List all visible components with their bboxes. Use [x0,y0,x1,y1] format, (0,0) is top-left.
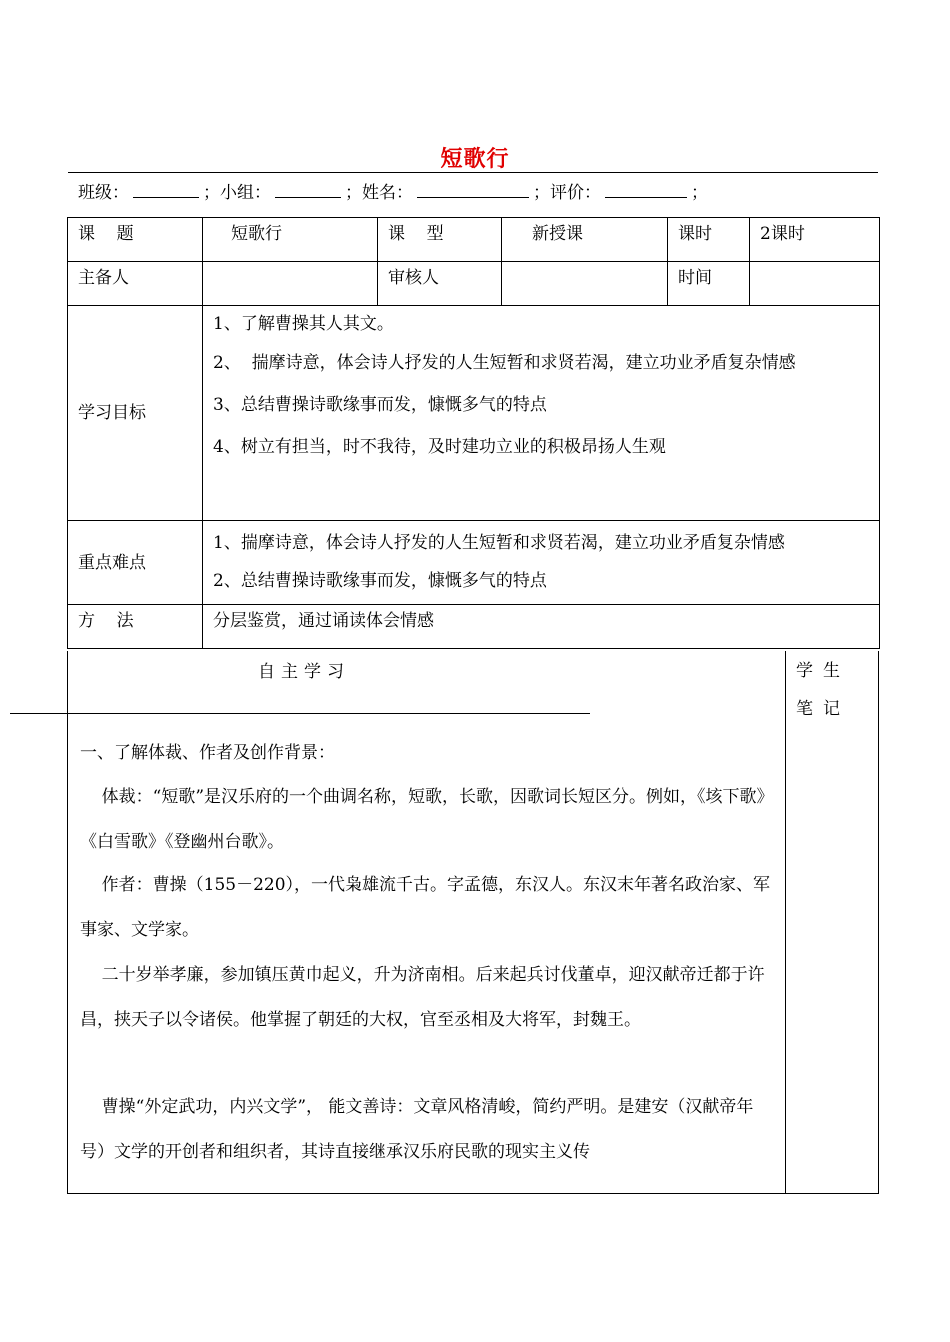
notes-label-line: 学生 [796,661,850,681]
goal-item: 3、总结曹操诗歌缘事而发，慷慨多气的特点 [213,395,547,415]
preparer-label: 主备人 [68,262,203,306]
paragraph: 二十岁举孝廉，参加镇压黄巾起义，升为济南相。后来起兵讨伐董卓，迎汉献帝迁都于许昌，挟天子以令诸侯。他掌握了朝廷的大权，官至丞相及大将军，封魏王。 [80,965,765,1030]
goals-label: 学习目标 [68,306,203,521]
topic-value: 短歌行 [203,218,378,262]
table-row [68,605,880,649]
table-row [68,218,880,262]
goal-item: 1、了解曹操其人其文。 [213,314,394,334]
key-point-item: 1、揣摩诗意，体会诗人抒发的人生短暂和求贤若渴，建立功业矛盾复杂情感 [213,533,785,553]
hours-value: 2课时 [750,218,880,262]
key-point-item: 2、总结曹操诗歌缘事而发，慷慨多气的特点 [213,571,547,591]
group-label: ；小组： [203,183,271,203]
heading-separator [10,713,590,714]
paragraph: 体裁：“短歌”是汉乐府的一个曲调名称，短歌，长歌，因歌词长短区分。例如，《垓下歌》《白雪歌》《登幽州台歌》。 [80,787,774,852]
student-notes-column[interactable] [786,651,880,1194]
topic-label: 课 题 [68,218,203,262]
goal-item: 2、 揣摩诗意，体会诗人抒发的人生短暂和求贤若渴，建立功业矛盾复杂情感 [213,353,796,373]
title-rule [68,172,878,173]
type-label: 课 型 [378,218,502,262]
eval-label: ；评价： [533,183,601,203]
key-points-label: 重点难点 [68,521,203,605]
reviewer-label: 审核人 [378,262,502,306]
group-blank[interactable] [275,196,341,198]
self-study-heading: 自主学习 [258,662,350,682]
notes-label-line: 笔记 [796,699,850,719]
name-label: ；姓名： [345,183,413,203]
self-study-section [67,651,879,1194]
table-row [68,306,880,521]
paragraph: 曹操“外定武功，内兴文学”， 能文善诗：文章风格清峻，简约严明。是建安（汉献帝年号）文学的开创者和组织者，其诗直接继承汉乐府民歌的现实主义传 [80,1097,754,1162]
section-title: 一、了解体裁、作者及创作背景： [80,743,335,763]
paragraph: 作者：曹操（155－220），一代枭雄流千古。字孟德，东汉人。东汉末年著名政治家、军事家、文学家。 [80,875,771,940]
type-value: 新授课 [502,218,668,262]
goal-item: 4、树立有担当，时不我待，及时建功立业的积极昂扬人生观 [213,437,666,457]
time-value [750,262,880,306]
class-blank[interactable] [133,196,199,198]
name-blank[interactable] [417,196,529,198]
table-row [68,521,880,605]
class-label: 班级： [78,183,129,203]
info-end: ； [691,183,708,203]
preparer-value [203,262,378,306]
method-label: 方 法 [68,605,203,649]
key-points-cell [203,521,880,605]
study-content-column [68,651,786,1194]
time-label: 时间 [668,262,750,306]
eval-blank[interactable] [605,196,687,198]
reviewer-value [502,262,668,306]
method-value: 分层鉴赏，通过诵读体会情感 [203,605,880,649]
hours-label: 课时 [668,218,750,262]
student-info-line [78,178,708,203]
table-row [68,262,880,306]
goals-cell [203,306,880,521]
document-title: 短歌行 [440,146,510,172]
lesson-meta-table [67,217,880,649]
